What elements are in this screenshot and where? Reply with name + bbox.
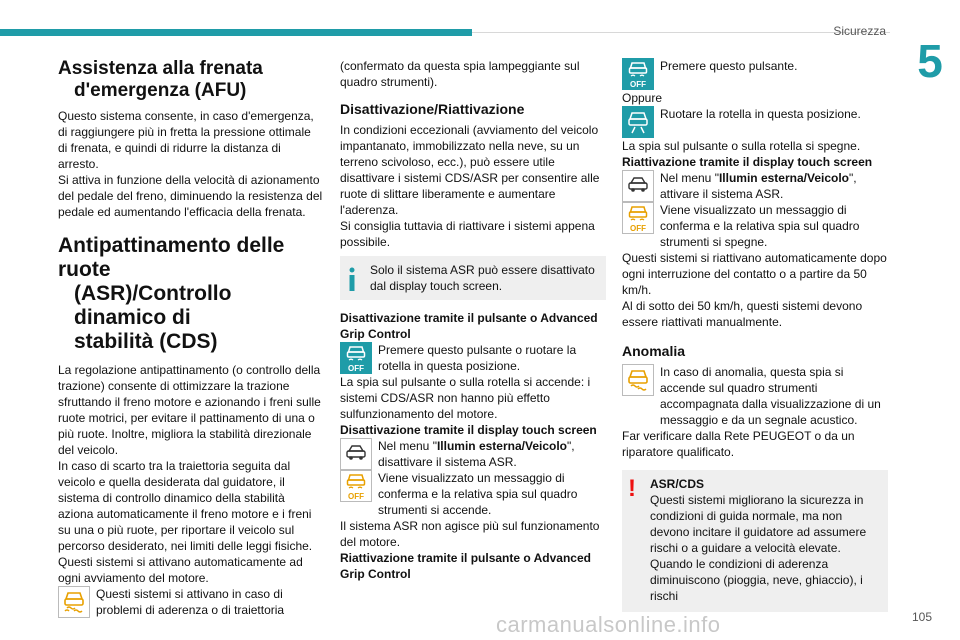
skid-warning-icon bbox=[622, 364, 654, 396]
afu-text-2: Si attiva in funzione della velocità di azionamento del pedale del freno, diminuendo la resistenza del pedale ed aumentando l'efficacia della frenata. bbox=[58, 173, 323, 219]
asr-heading: Antipattinamento delle ruote (ASR)/Controllo dinamico di stabilità (CDS) bbox=[58, 234, 285, 353]
anomaly-text: In caso di anomalia, questa spia si accende sul quadro strumenti accompagnata dalla visualizzazione di un messaggio e da un segnale acustico. bbox=[660, 365, 881, 427]
press-row bbox=[622, 58, 888, 90]
rotate-row bbox=[622, 106, 888, 138]
esp-off-warning-icon bbox=[622, 202, 654, 234]
disable-agc-result: La spia sul pulsante o sulla rotella si accende: i sistemi CDS/ASR non hanno più effetto sulfunzionamento del motore. bbox=[340, 375, 591, 421]
car-menu-icon bbox=[340, 438, 372, 470]
info-box bbox=[340, 256, 606, 300]
off-label: OFF bbox=[348, 364, 364, 373]
column-2 bbox=[340, 58, 606, 582]
anomaly-row bbox=[622, 364, 888, 428]
asr-paragraph-1: La regolazione antipattinamento (o controllo della trazione) consente di ottimizzare la trazione sfruttando il freno motore e azionando i freni sulle ruote motrici, per evitare il pattinamento di una o più ruote. Inoltre, migliora la stabilità direzionale del veicolo. bbox=[58, 363, 321, 457]
warning-title: ASR/CDS bbox=[650, 477, 705, 491]
page-number: 105 bbox=[911, 610, 932, 624]
header-rule bbox=[472, 32, 890, 33]
esp-off-warning-icon bbox=[340, 470, 372, 502]
asr-paragraph-2: In caso di scarto tra la traiettoria seguita dal veicolo e quella desiderata dal guidatore, il sistema di controllo dinamico della stabilità aziona automaticamente il freno motore e i freni su una o più ruote, per riportare il veicolo sul percorso desiderato, nei limiti delle leggi fisiche. bbox=[58, 459, 313, 553]
skid-text: Questi sistemi si attivano in caso di problemi di aderenza o di traiettoria bbox=[96, 587, 285, 617]
disable-touch-msg-row bbox=[340, 470, 606, 518]
chapter-number: 5 bbox=[917, 35, 943, 87]
esp-off-button-icon bbox=[622, 58, 654, 90]
reactivate-touch-msg-row bbox=[622, 202, 888, 250]
afu-text: Questo sistema consente, in caso d'emergenza, di raggiungere più in fretta la pressione ottimale di frenata, e quindi di ridurre la distanza di arresto. bbox=[58, 109, 314, 171]
car-menu-icon bbox=[622, 170, 654, 202]
disable-touch-result: Il sistema ASR non agisce più sul funzionamento del motore. bbox=[340, 519, 600, 549]
reactivate-touch-msg: Viene visualizzato un messaggio di conferma e la relativa spia sul quadro strumenti si spegne. bbox=[660, 203, 860, 249]
disable-paragraph-2: Si consiglia tuttavia di riattivare i sistemi appena possibile. bbox=[340, 219, 595, 249]
esp-off-icon bbox=[340, 342, 372, 374]
info-icon bbox=[346, 264, 358, 294]
warning-content bbox=[650, 476, 880, 604]
reactivate-touch-text: Nel menu "Illumin esterna/Veicolo", attivare il sistema ASR. bbox=[660, 171, 857, 201]
skid-warning-icon bbox=[58, 586, 90, 618]
off-label: OFF bbox=[630, 80, 646, 89]
disable-touch-heading: Disattivazione tramite il display touch screen bbox=[340, 423, 597, 437]
oppure-text: Oppure bbox=[622, 91, 663, 105]
asr-paragraph-3: Questi sistemi si attivano automaticamente ad ogni avviamento del motore. bbox=[58, 555, 303, 585]
warning-text: Questi sistemi migliorano la sicurezza in condizioni di guida normale, ma non devono incitare il guidatore ad assumere rischi o a guidare a velocità elevate. bbox=[650, 493, 867, 555]
column-3 bbox=[622, 58, 888, 612]
section-title: Sicurezza bbox=[833, 24, 886, 38]
warning-text-2: Quando le condizioni di aderenza diminuiscono (pioggia, neve, ghiaccio), i rischi bbox=[650, 557, 863, 603]
reactivate-touch-row bbox=[622, 170, 888, 202]
disable-heading: Disattivazione/Riattivazione bbox=[340, 101, 525, 117]
reactivate-touch-heading: Riattivazione tramite il display touch screen bbox=[622, 155, 873, 169]
grip-control-icon bbox=[622, 106, 654, 138]
skid-row bbox=[58, 586, 323, 618]
disable-agc-heading: Disattivazione tramite il pulsante o Advanced Grip Control bbox=[340, 311, 598, 341]
anomaly-paragraph-2: Far verificare dalla Rete PEUGEOT o da un riparatore qualificato. bbox=[622, 429, 855, 459]
disable-agc-text: Premere questo pulsante o ruotare la rotella in questa posizione. bbox=[378, 343, 577, 373]
warning-box bbox=[622, 470, 888, 612]
column-1 bbox=[58, 58, 323, 618]
info-text: Solo il sistema ASR può essere disattivato dal display touch screen. bbox=[370, 263, 595, 293]
reactivate-paragraph-2: Al di sotto dei 50 km/h, questi sistemi devono essere riattivati manualmente. bbox=[622, 299, 863, 329]
watermark: carmanualsonline.info bbox=[496, 612, 721, 637]
disable-agc-row bbox=[340, 342, 606, 374]
off-note: La spia sul pulsante o sulla rotella si spegne. bbox=[622, 139, 861, 153]
reactivate-agc-heading: Riattivazione tramite il pulsante o Advanced Grip Control bbox=[340, 551, 591, 581]
reactivate-paragraph-1: Questi sistemi si riattivano automaticamente dopo ogni interruzione del contatto o a partire da 50 km/h. bbox=[622, 251, 887, 297]
anomaly-heading: Anomalia bbox=[622, 343, 686, 359]
disable-paragraph-1: In condizioni eccezionali (avviamento del veicolo impantanato, immobilizzato nella neve, su un terreno scivoloso, ecc.), può essere utile disattivare i sistemi CDS/ASR per consentire alle ruote di slittare liberamente e aumentare l'aderenza. bbox=[340, 123, 600, 217]
disable-touch-msg: Viene visualizzato un messaggio di conferma e la relativa spia sul quadro strumenti si accende. bbox=[378, 471, 578, 517]
warning-icon: ! bbox=[628, 475, 636, 502]
afu-heading: Assistenza alla frenata d'emergenza (AFU) bbox=[58, 58, 263, 101]
press-text: Premere questo pulsante. bbox=[660, 59, 798, 73]
disable-touch-text: Nel menu "Illumin esterna/Veicolo", disattivare il sistema ASR. bbox=[378, 439, 575, 469]
off-label: OFF bbox=[630, 224, 646, 233]
disable-touch-row bbox=[340, 438, 606, 470]
continued-text: (confermato da questa spia lampeggiante sul quadro strumenti). bbox=[340, 59, 580, 89]
rotate-text: Ruotare la rotella in questa posizione. bbox=[660, 107, 861, 121]
off-label: OFF bbox=[348, 492, 364, 501]
header-accent-bar bbox=[0, 29, 472, 36]
